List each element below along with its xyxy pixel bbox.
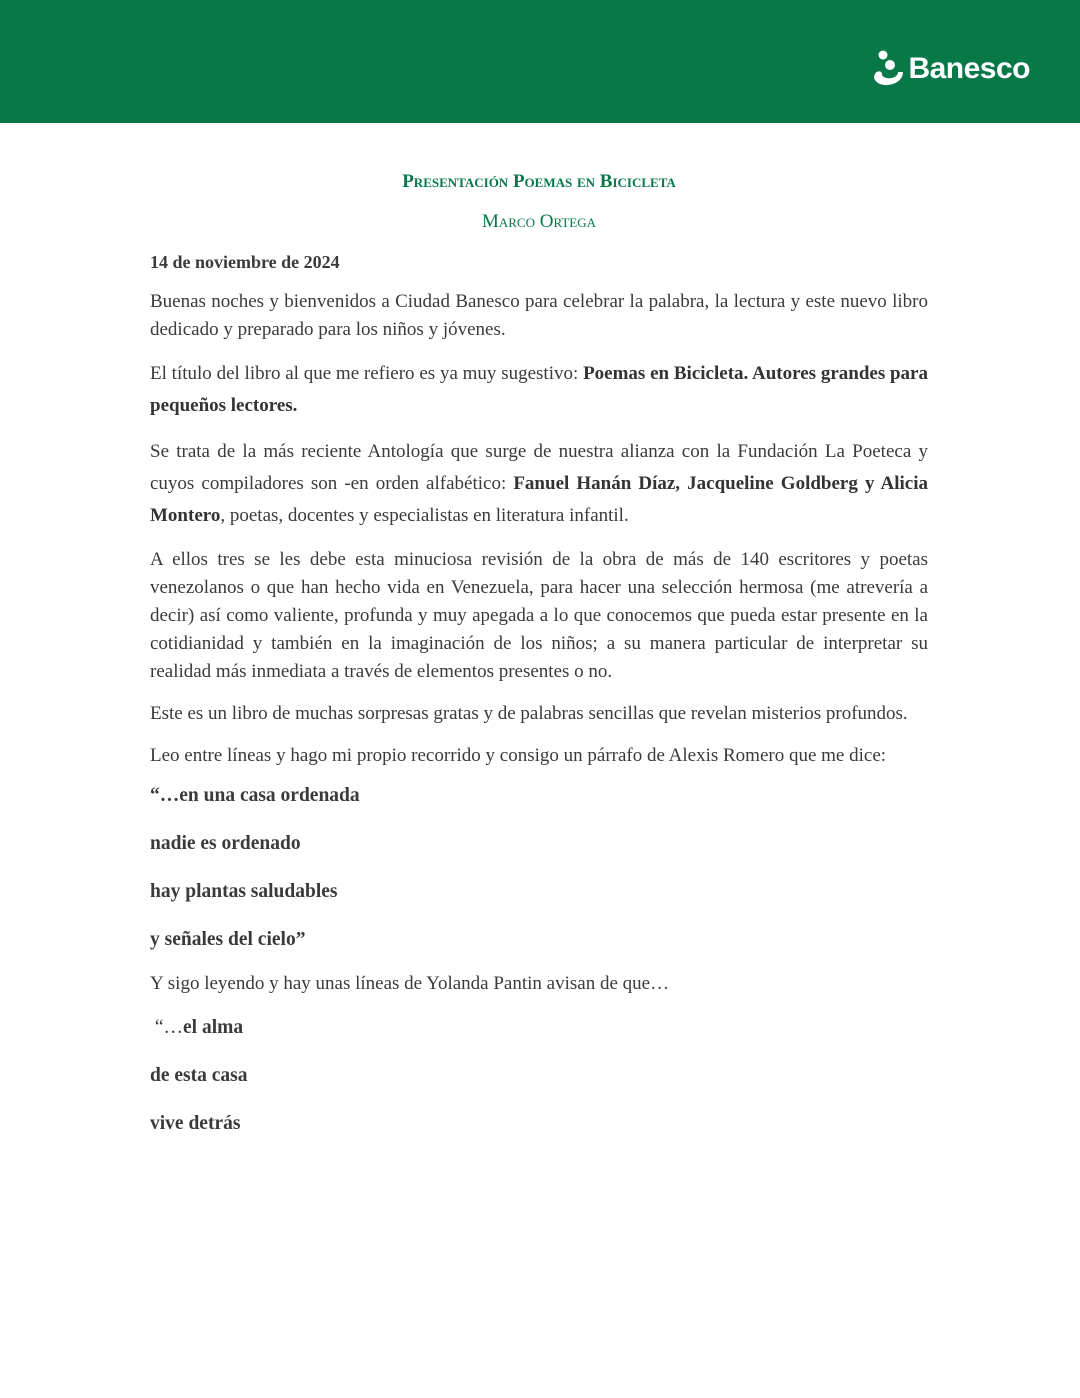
paragraph-7: Y sigo leyendo y hay unas líneas de Yolanda Pantin avisan de que… [150, 973, 670, 994]
verse-line: nadie es ordenado [150, 833, 301, 854]
document-title: Presentación Poemas en Bicicleta [402, 171, 676, 192]
document-date: 14 de noviembre de 2024 [150, 252, 340, 272]
paragraph-3 [150, 436, 928, 532]
verse-line-text: el alma [183, 1017, 244, 1038]
verse-line: y señales del cielo” [150, 929, 306, 950]
paragraph-2 [150, 358, 928, 422]
brand-name: Banesco [908, 52, 1030, 85]
verse-open-quote: “… [150, 1017, 184, 1038]
banesco-people-icon [870, 48, 906, 90]
compilers-bold: Fanuel Hanán Díaz, Jacqueline Goldberg y Alicia Montero [150, 473, 928, 526]
paragraph-1: Buenas noches y bienvenidos a Ciudad Banesco para celebrar la palabra, la lectura y este nuevo libro dedicado y preparado para los niños y jóvenes. [150, 291, 928, 340]
banesco-logo[interactable] [870, 48, 1030, 90]
paragraph-6: Leo entre líneas y hago mi propio recorrido y consigo un párrafo de Alexis Romero que me dice: [150, 745, 887, 766]
document-body [150, 170, 928, 1160]
document-author: Marco Ortega [481, 211, 597, 232]
paragraph-2-text: El título del libro al que me refiero es ya muy sugestivo: [150, 363, 584, 384]
verse-line: hay plantas saludables [150, 881, 338, 902]
verse-line: de esta casa [150, 1065, 248, 1086]
verse-line: vive detrás [150, 1113, 241, 1134]
paragraph-5: Este es un libro de muchas sorpresas gratas y de palabras sencillas que revelan misterios profundos. [150, 703, 908, 724]
paragraph-3-text-a: Se trata de la más reciente Antología que surge de nuestra alianza con la Fundación La Poeteca y cuyos compiladores son -en orden alfabético: [150, 441, 928, 494]
paragraph-4: A ellos tres se les debe esta minuciosa revisión de la obra de más de 140 escritores y poetas venezolanos o que han hecho vida en Venezuela, para hacer una selección hermosa (me atrevería a decir) así como valiente, profunda y muy apegada a lo que conocemos que pueda estar presente en la cotidianidad y también en la imaginación de los niños; a su manera particular de interpretar su realidad más inmediata a través de elementos presentes o no. [150, 549, 928, 682]
book-title-bold: Poemas en Bicicleta. Autores grandes para pequeños lectores. [150, 363, 928, 416]
verse-line [150, 1016, 928, 1040]
paragraph-3-text-b: , poetas, docentes y especialistas en literatura infantil. [220, 505, 629, 526]
verse-line: “…en una casa ordenada [150, 785, 360, 806]
header-bar [0, 0, 1080, 123]
